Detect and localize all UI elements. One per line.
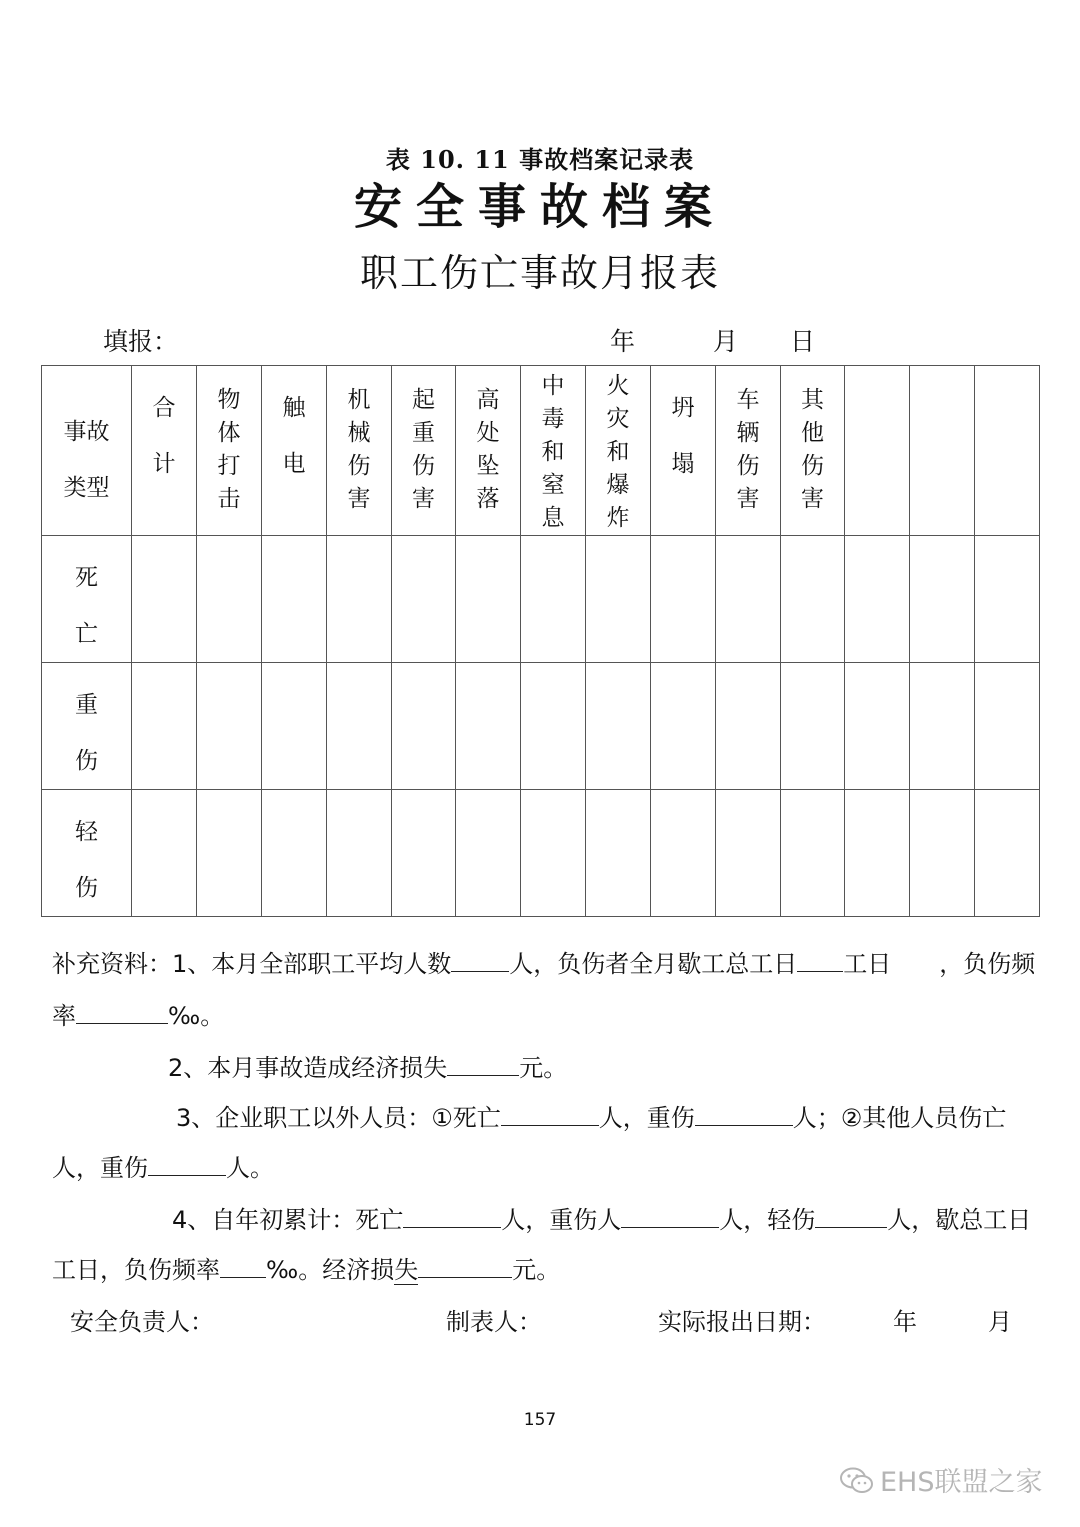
column-header: 车辆伤害 [736, 387, 760, 512]
row-label-cell [42, 790, 132, 917]
data-cell[interactable] [392, 790, 456, 917]
note-text: 失 [394, 1256, 419, 1284]
data-cell[interactable] [910, 536, 975, 663]
header-cell [845, 366, 910, 536]
data-cell[interactable] [910, 663, 975, 790]
column-header: 其他伤害 [801, 387, 824, 512]
year-label: 年 [610, 327, 636, 356]
note-text: 人；②其他人员伤亡 [792, 1104, 1007, 1132]
header-cell [586, 366, 651, 536]
data-cell[interactable] [262, 663, 327, 790]
table-row [42, 536, 1040, 663]
blank-field[interactable] [148, 1151, 226, 1176]
header-cell [716, 366, 781, 536]
blank-field[interactable] [815, 1203, 887, 1228]
safety-officer-label: 安全负责人： [70, 1308, 214, 1336]
note-text: ‰。经济损 [266, 1256, 395, 1284]
header-cell [262, 366, 327, 536]
column-header: 机械伤害 [347, 387, 371, 512]
header-cell [651, 366, 716, 536]
month-label: 月 [713, 327, 739, 356]
note-text: 工日 [843, 950, 892, 978]
row-label-cell [42, 663, 132, 790]
note-text: 人，重伤 [598, 1104, 695, 1132]
data-cell[interactable] [456, 790, 521, 917]
note-line-3 [176, 1098, 1006, 1133]
blank-field[interactable] [76, 999, 168, 1024]
blank-field[interactable] [621, 1203, 719, 1228]
report-date-label: 实际报出日期： [658, 1308, 826, 1336]
data-cell[interactable] [392, 536, 456, 663]
data-cell[interactable] [586, 663, 651, 790]
type-header-cell [42, 366, 132, 536]
note-text: ，负伤频 [939, 950, 1036, 978]
blank-field[interactable] [695, 1101, 793, 1126]
header-cell [197, 366, 262, 536]
data-cell[interactable] [651, 663, 716, 790]
blank-field[interactable] [418, 1253, 512, 1278]
data-cell[interactable] [327, 663, 392, 790]
column-header: 物体打击 [217, 387, 241, 512]
watermark [840, 1460, 1043, 1499]
note-text: 3、企业职工以外人员：①死亡 [176, 1104, 501, 1132]
data-cell[interactable] [197, 536, 262, 663]
data-cell[interactable] [392, 663, 456, 790]
blank-field[interactable] [451, 947, 509, 972]
data-cell[interactable] [586, 536, 651, 663]
row-label: 轻伤 [75, 819, 98, 901]
column-header: 触电 [282, 395, 306, 477]
watermark-text: EHS联盟之家 [880, 1467, 1043, 1498]
row-label-cell [42, 536, 132, 663]
data-cell[interactable] [456, 536, 521, 663]
note-text: 工日，负伤频率 [52, 1256, 220, 1284]
report-year-label: 年 [893, 1308, 917, 1336]
data-cell[interactable] [456, 663, 521, 790]
data-cell[interactable] [716, 536, 781, 663]
data-cell[interactable] [975, 663, 1040, 790]
data-cell[interactable] [132, 536, 197, 663]
note-text: 元。 [512, 1256, 561, 1284]
blank-field[interactable] [501, 1101, 599, 1126]
row-label: 死亡 [75, 565, 98, 647]
note-text: 2、本月事故造成经济损失 [168, 1054, 448, 1082]
table-row [42, 663, 1040, 790]
sub-title: 职工伤亡事故月报表 [359, 251, 720, 295]
report-month-label: 月 [988, 1308, 1012, 1336]
data-cell[interactable] [651, 790, 716, 917]
note-text: 补充资料：1、本月全部职工平均人数 [52, 950, 452, 978]
data-cell[interactable] [521, 790, 586, 917]
note-text: 元。 [519, 1054, 568, 1082]
data-cell[interactable] [262, 536, 327, 663]
data-cell[interactable] [845, 663, 910, 790]
blank-field[interactable] [220, 1253, 266, 1278]
table-row [42, 790, 1040, 917]
data-cell[interactable] [132, 663, 197, 790]
header-cell [781, 366, 845, 536]
data-cell[interactable] [781, 663, 845, 790]
data-cell[interactable] [651, 536, 716, 663]
blank-field[interactable] [447, 1051, 519, 1076]
header-cell [975, 366, 1040, 536]
data-cell[interactable] [327, 790, 392, 917]
page-number: 157 [523, 1410, 557, 1430]
day-label: 日 [790, 327, 816, 356]
note-text: 人，负伤者全月歇工总工日 [509, 950, 798, 978]
type-header: 事故类型 [63, 419, 110, 501]
note-line-1 [52, 944, 1035, 979]
blank-field[interactable] [403, 1203, 501, 1228]
note-text: 人。 [226, 1154, 274, 1182]
data-cell[interactable] [781, 790, 845, 917]
data-cell[interactable] [521, 663, 586, 790]
header-cell [327, 366, 392, 536]
data-cell[interactable] [716, 663, 781, 790]
table-maker-label: 制表人： [446, 1308, 542, 1336]
column-header: 坍塌 [671, 395, 695, 477]
header-cell [456, 366, 521, 536]
column-header: 合计 [152, 395, 176, 477]
column-header: 中毒和窒息 [541, 373, 565, 531]
data-cell[interactable] [975, 536, 1040, 663]
note-text: 人，重伤人 [501, 1206, 622, 1234]
main-title: 安全事故档案 [353, 179, 726, 235]
note-text: 4、自年初累计：死亡 [172, 1206, 404, 1234]
data-cell[interactable] [975, 790, 1040, 917]
note-line-3b [52, 1148, 274, 1183]
fill-label: 填报： [103, 327, 179, 356]
table-caption: 表 10. 11 事故档案记录表 [385, 145, 695, 174]
header-cell [521, 366, 586, 536]
data-cell[interactable] [197, 663, 262, 790]
data-cell[interactable] [845, 790, 910, 917]
data-cell[interactable] [910, 790, 975, 917]
note-line-2 [168, 1048, 567, 1083]
note-line-4b [52, 1250, 560, 1285]
data-cell[interactable] [132, 790, 197, 917]
data-cell[interactable] [845, 536, 910, 663]
table-header-row [42, 366, 1040, 536]
note-text: 率 [52, 1002, 76, 1030]
header-cell [392, 366, 456, 536]
header-cell [910, 366, 975, 536]
note-line-1b [52, 996, 224, 1031]
note-text: 人，轻伤 [719, 1206, 816, 1234]
note-text: 人，重伤 [52, 1154, 148, 1182]
data-cell[interactable] [262, 790, 327, 917]
note-text: 人，歇总工日 [887, 1206, 1032, 1234]
data-cell[interactable] [521, 536, 586, 663]
column-header: 火灾和爆炸 [606, 373, 630, 531]
accident-report-table [41, 365, 1040, 917]
data-cell[interactable] [197, 790, 262, 917]
row-label: 重伤 [75, 692, 98, 774]
note-line-4 [172, 1200, 1031, 1235]
header-cell [132, 366, 197, 536]
column-header: 起重伤害 [412, 387, 435, 512]
data-cell[interactable] [327, 536, 392, 663]
note-text: ‰。 [168, 1002, 225, 1030]
wechat-icon [840, 1467, 874, 1495]
column-header: 高处坠落 [476, 387, 500, 512]
data-cell[interactable] [586, 790, 651, 917]
blank-field[interactable] [797, 947, 843, 972]
data-cell[interactable] [716, 790, 781, 917]
data-cell[interactable] [781, 536, 845, 663]
